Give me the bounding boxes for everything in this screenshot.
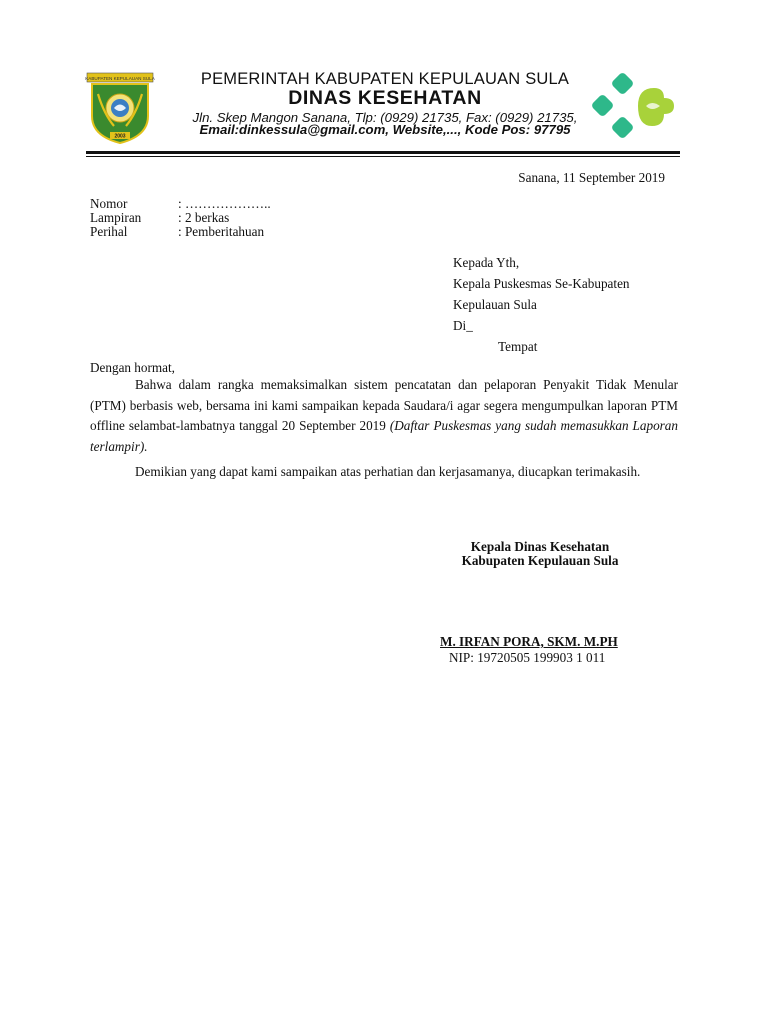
meta-value-number: : ………………..	[178, 196, 271, 211]
emblem-year-text: 2003	[114, 133, 126, 140]
letter-date: Sanana, 11 September 2019	[518, 170, 665, 185]
recipient-place: Tempat	[498, 339, 538, 354]
recipient-line-2: Kepulauan Sula	[453, 297, 537, 312]
signer-nip: NIP: 19720505 199903 1 011	[449, 650, 606, 665]
signer-name: M. IRFAN PORA, SKM. M.PH	[440, 634, 618, 649]
recipient-at: Di_	[453, 318, 473, 333]
office-contact: Email:dinkessula@gmail.com, Website,..., Kode Pos: 97795	[199, 122, 571, 137]
office-address: Jln. Skep Mangon Sanana, Tlp: (0929) 21735, Fax: (0929) 21735,	[192, 110, 578, 125]
meta-label-subject: Perihal	[90, 224, 128, 239]
body-paragraph-1-text: Bahwa dalam rangka memaksimalkan sistem pencatatan dan pelaporan Penyakit Tidak Menular (PTM) berbasis web, bersama ini kami sampaikan kepada Saudara/i agar segera mengumpulkan laporan PTM offline selambat-lambatnya tanggal 20 September 2019	[90, 377, 678, 433]
meta-value-attachment: : 2 berkas	[178, 210, 230, 225]
meta-value-subject: : Pemberitahuan	[178, 224, 265, 239]
body-paragraph-1-note: (Daftar Puskesmas yang sudah memasukkan Laporan terlampir).	[90, 418, 678, 454]
health-ministry-logo	[590, 70, 680, 142]
meta-label-number: Nomor	[90, 196, 128, 211]
signature-title-2: Kabupaten Kepulauan Sula	[461, 553, 619, 568]
government-name: PEMERINTAH KABUPATEN KEPULAUAN SULA	[200, 70, 570, 88]
recipient-salutation: Kepada Yth,	[453, 255, 520, 270]
office-name: DINAS KESEHATAN	[288, 87, 482, 109]
letterhead-divider	[86, 151, 680, 154]
body-paragraph-2: Demikian yang dapat kami sampaikan atas perhatian dan kerjasamanya, diucapkan terimakasih.	[135, 464, 641, 479]
letterhead-divider-thin	[86, 156, 680, 157]
emblem-banner-text: KABUPATEN KEPULAUAN SULA	[85, 76, 155, 81]
greeting: Dengan hormat,	[90, 360, 175, 375]
signature-title-1: Kepala Dinas Kesehatan	[470, 539, 610, 554]
meta-label-attachment: Lampiran	[90, 210, 142, 225]
recipient-line-1: Kepala Puskesmas Se-Kabupaten	[453, 276, 630, 291]
body-paragraph-1	[90, 375, 678, 457]
regency-emblem-logo	[84, 70, 156, 146]
